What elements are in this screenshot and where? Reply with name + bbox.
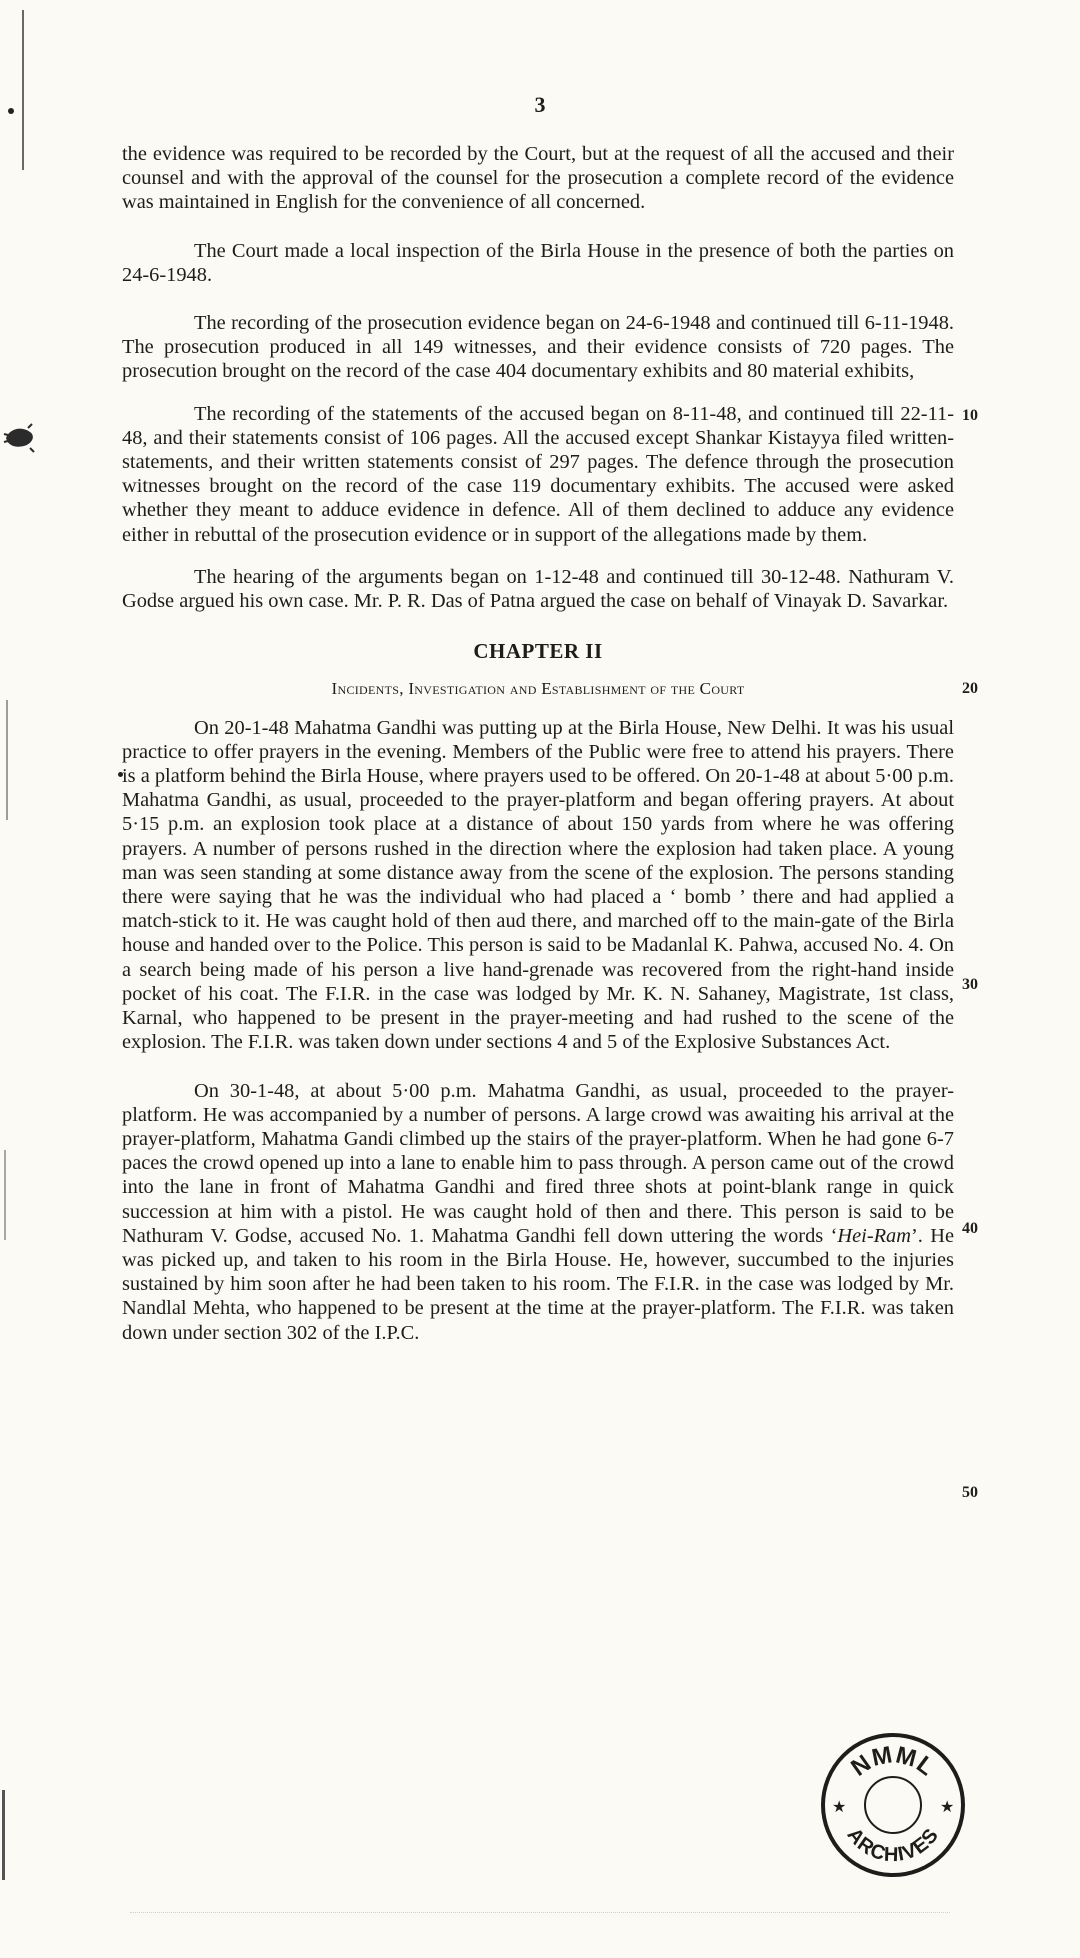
- scan-margin-line: [22, 10, 24, 170]
- svg-text:NMML: [846, 1741, 940, 1782]
- scan-margin-line: [6, 700, 8, 820]
- svg-text:★: ★: [832, 1799, 847, 1816]
- paragraph-arguments: The hearing of the arguments began on 1-12-48 and continued till 30-12-48. Nathuram V. Godse argued his own case. Mr. P. R. Das of Patna argued the case on behalf of Vinayak D. Savarkar.: [122, 565, 954, 613]
- scan-footer-marks: [130, 1912, 950, 1923]
- svg-text:ARCHIVES: [843, 1824, 944, 1866]
- line-number-10: 10: [962, 407, 978, 424]
- paragraph-prosecution-evidence: The recording of the prosecution evidence began on 24-6-1948 and continued till 6-11-1948. The prosecution produced in all 149 witnesses, and their evidence consists of 720 pages. The prosecution brought on the record of the case 404 documentary exhibits and 80 material exhibits,: [122, 312, 954, 383]
- paragraph-explosion-incident: On 20-1-48 Mahatma Gandhi was putting up at the Birla House, New Delhi. It was his usual practice to offer prayers in the evening. Members of the Public were free to attend his prayers. There is a platform behind the Birla House, where prayers used to be offered. On 20-1-48 at about 5·00 p.m. Mahatma Gandhi, as usual, proceeded to the prayer-platform and began offering prayers. At about 5·15 p.m. an explosion took place at a distance of about 150 yards from where he was offering prayers. A number of persons rushed in the direction where the explosion had taken place. A young man was seen standing at some distance away from the scene of the explosion. The persons standing there were saying that he was the individual who had placed a ‘ bomb ’ there and had applied a match-stick to it. He was caught hold of then aud there, and marched off to the main-gate of the Birla house and handed over to the Police. This person is said to be Madanlal K. Pahwa, accused No. 4. On a search being made of his person a live hand-grenade was recovered from the right-hand inside pocket of his coat. The F.I.R. in the case was lodged by Mr. K. N. Sahaney, Magistrate, 1st class, Karnal, who happened to be present in the prayer-meeting and had rushed to the scene of the explosion. The F.I.R. was taken down under sections 4 and 5 of the Explosive Substances Act.: [122, 716, 955, 1054]
- line-number-50: 50: [962, 1484, 978, 1501]
- archive-stamp-icon: [818, 1730, 968, 1880]
- stamp-text-bottom: ARCHIVES: [842, 1824, 944, 1867]
- document-body: [122, 142, 954, 1345]
- line-number-30: 30: [962, 976, 978, 993]
- scan-margin-line: [4, 1150, 6, 1240]
- paragraph-assassination-incident: [122, 1079, 954, 1345]
- chapter-subtitle: Incidents, Investigation and Establishment of the Court: [331, 679, 745, 699]
- quoted-words: Hei-Ram: [837, 1224, 911, 1247]
- line-number-40: 40: [962, 1220, 978, 1237]
- page-number: 3: [534, 92, 546, 117]
- assassination-text-part-b: ’. He was picked up, and taken to his room in the Birla House. He, however, succumbed to the injuries sustained by him soon after he had been taken to his room. The F.I.R. in the case was lodged by Mr. Nandlal Mehta, who happened to be present at the time at the prayer-platform. The F.I.R. was taken down under section 302 of the I.P.C.: [122, 1224, 954, 1344]
- chapter-title: CHAPTER II: [473, 639, 603, 664]
- assassination-text-part-a: On 30-1-48, at about 5·00 p.m. Mahatma Gandhi, as usual, proceeded to the prayer-platform. He was accompanied by a number of persons. A large crowd was awaiting his arrival at the prayer-platform, Mahatma Gandi climbed up the stairs of the prayer-platform. When he had gone 6-7 paces the crowd opened up into a lane to enable him to pass through. A person came out of the crowd into the lane in front of Mahatma Gandhi and fired three shots at point-blank range in quick succession at him with a pistol. He was caught hold of then and there. This person is said to be Nathuram V. Godse, accused No. 1. Mahatma Gandhi fell down uttering the words ‘: [122, 1079, 954, 1247]
- line-number-20: 20: [962, 680, 978, 697]
- ink-blot-icon: [2, 420, 38, 456]
- svg-text:★: ★: [940, 1799, 955, 1816]
- scan-margin-line: [2, 1790, 5, 1880]
- paragraph-local-inspection: The Court made a local inspection of the Birla House in the presence of both the parties on 24-6-1948.: [122, 239, 954, 286]
- paragraph-evidence-record: the evidence was required to be recorded by the Court, but at the request of all the accused and their counsel and with the approval of the counsel for the prosecution a complete record of the evidence was maintained in English for the convenience of all concerned.: [122, 143, 954, 214]
- paragraph-accused-statements: The recording of the statements of the accused began on 8-11-48, and continued till 22-11-48, and their statements consist of 106 pages. All the accused except Shankar Kistayya filed written-statements, and their written statements consist of 297 pages. The defence through the prosecution witnesses brought on the record of the case 119 documentary exhibits. The accused were asked whether they meant to adduce evidence in defence. All of them declined to adduce any evidence either in rebuttal of the prosecution evidence or in support of the allegations made by them.: [122, 402, 954, 546]
- stamp-text-top: NMML: [846, 1741, 941, 1782]
